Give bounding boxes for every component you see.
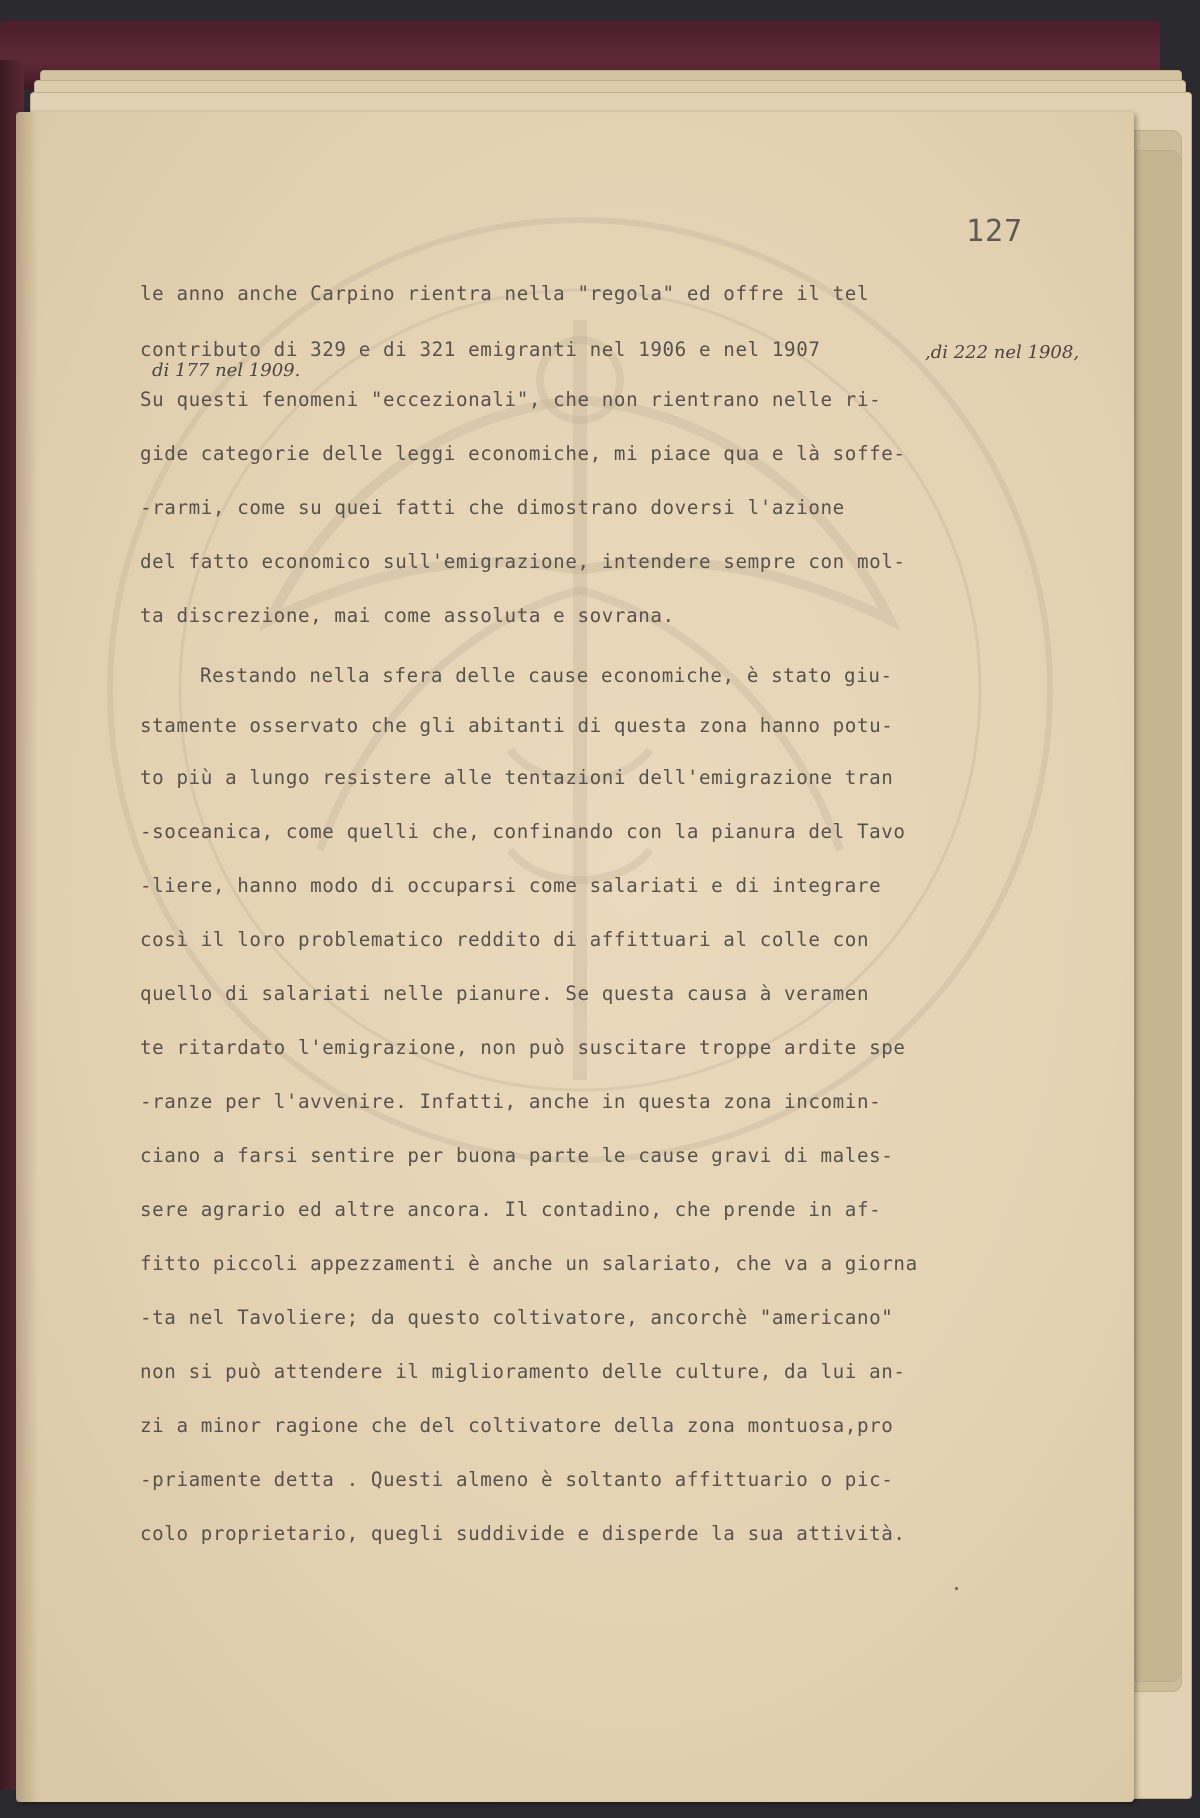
text-line: così il loro problematico reddito di affittuari al colle con — [140, 928, 870, 951]
page-edge-right — [1135, 150, 1182, 1682]
text-line: del fatto economico sull'emigrazione, intendere sempre con mol- — [140, 550, 906, 573]
text-line: -liere, hanno modo di occuparsi come salariati e di integrare — [140, 874, 882, 897]
text-line: sere agrario ed altre ancora. Il contadino, che prende in af- — [140, 1198, 882, 1221]
text-line: to più a lungo resistere alle tentazioni dell'emigrazione tran — [140, 766, 894, 789]
text-line: le anno anche Carpino rientra nella "regola" ed offre il tel — [140, 282, 870, 305]
text-line: ciano a farsi sentire per buona parte le cause gravi di males- — [140, 1144, 894, 1167]
text-line: zi a minor ragione che del coltivatore della zona montuosa,pro — [140, 1414, 894, 1437]
text-line: fitto piccoli appezzamenti è anche un salariato, che va a giorna — [140, 1252, 918, 1275]
text-line: gide categorie delle leggi economiche, mi piace qua e là soffe- — [140, 442, 906, 465]
text-line: colo proprietario, quegli suddivide e disperde la sua attività. — [140, 1522, 906, 1545]
text-line: -priamente detta . Questi almeno è soltanto affittuario o pic- — [140, 1468, 894, 1491]
handwritten-annotation: di 177 nel 1909. — [152, 360, 301, 381]
text-line: -ranze per l'avvenire. Infatti, anche in questa zona incomin- — [140, 1090, 882, 1113]
text-line: non si può attendere il miglioramento delle culture, da lui an- — [140, 1360, 906, 1383]
text-line: -rarmi, come su quei fatti che dimostrano doversi l'azione — [140, 496, 845, 519]
ink-speck — [955, 1587, 958, 1590]
text-line: quello di salariati nelle pianure. Se questa causa à veramen — [140, 982, 870, 1005]
page-number: 127 — [966, 214, 1024, 249]
page-gutter-shadow — [16, 112, 38, 1802]
text-line: contributo di 329 e di 321 emigranti nel 1906 e nel 1907 — [140, 338, 821, 361]
text-line: ta discrezione, mai come assoluta e sovrana. — [140, 604, 675, 627]
text-line: stamente osservato che gli abitanti di questa zona hanno potu- — [140, 714, 894, 737]
text-line: Su questi fenomeni "eccezionali", che non rientrano nelle ri- — [140, 388, 882, 411]
text-line: Restando nella sfera delle cause economiche, è stato giu- — [200, 664, 893, 687]
text-line: te ritardato l'emigrazione, non può suscitare troppe ardite spe — [140, 1036, 906, 1059]
text-line: -soceanica, come quelli che, confinando con la pianura del Tavo — [140, 820, 906, 843]
text-line: -ta nel Tavoliere; da questo coltivatore, ancorchè "americano" — [140, 1306, 894, 1329]
handwritten-annotation: ,di 222 nel 1908, — [925, 342, 1080, 363]
